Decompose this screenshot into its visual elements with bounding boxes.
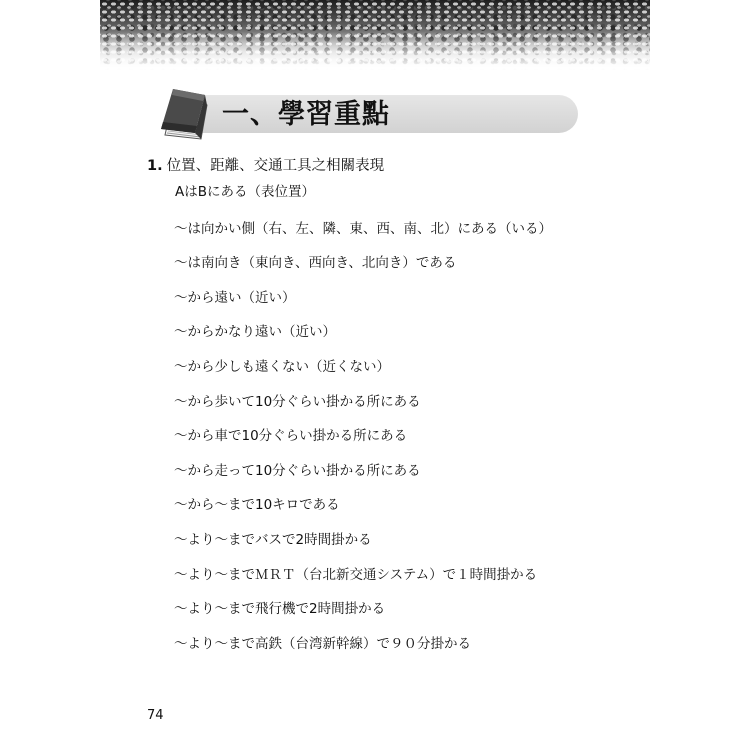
pattern-item — [174, 622, 552, 657]
pattern-text: ～は向かい側（右、左、隣、東、西、南、北）にある（いる） — [174, 220, 552, 237]
pattern-item — [174, 207, 552, 242]
subsection-number: 1. — [147, 158, 163, 174]
pattern-text: ～から～まで10キロである — [174, 497, 340, 514]
pattern-item — [174, 345, 552, 380]
pattern-list — [174, 207, 552, 657]
pattern-text: ～より～までバスで2時間掛かる — [174, 531, 372, 548]
subsection-text: 位置、距離、交通工具之相關表現 — [166, 158, 385, 174]
pattern-text: ～より～まで飛行機で2時間掛かる — [174, 601, 386, 618]
pattern-item — [174, 518, 552, 553]
pattern-item — [174, 242, 552, 277]
intro-line: AはBにある（表位置） — [175, 184, 315, 200]
pattern-text: ～より～までＭＲＴ（台北新交通システム）で１時間掛かる — [174, 566, 538, 583]
pattern-item — [174, 553, 552, 588]
pattern-item — [174, 484, 552, 519]
pattern-item — [174, 311, 552, 346]
pattern-text: ～からかなり遠い（近い） — [174, 324, 336, 341]
pattern-text: ～から走って10分ぐらい掛かる所にある — [174, 462, 421, 479]
section-title: 一、學習重點 — [222, 99, 390, 130]
pattern-text: ～から車で10分ぐらい掛かる所にある — [174, 428, 408, 445]
pattern-item — [174, 415, 552, 450]
pattern-text: ～は南向き（東向き、西向き、北向き）である — [174, 255, 457, 272]
pattern-text: ～から少しも遠くない（近くない） — [174, 358, 390, 375]
pattern-text: ～から遠い（近い） — [174, 289, 296, 306]
pattern-text: ～から歩いて10分ぐらい掛かる所にある — [174, 393, 421, 410]
pattern-item — [174, 380, 552, 415]
page-number: 74 — [147, 708, 164, 723]
book-icon — [155, 85, 215, 143]
subsection-heading — [147, 154, 384, 175]
decorative-floral-header — [100, 0, 650, 70]
pattern-item — [174, 588, 552, 623]
pattern-text: ～より～まで高鉄（台湾新幹線）で９０分掛かる — [174, 635, 471, 652]
pattern-item — [174, 276, 552, 311]
pattern-item — [174, 449, 552, 484]
